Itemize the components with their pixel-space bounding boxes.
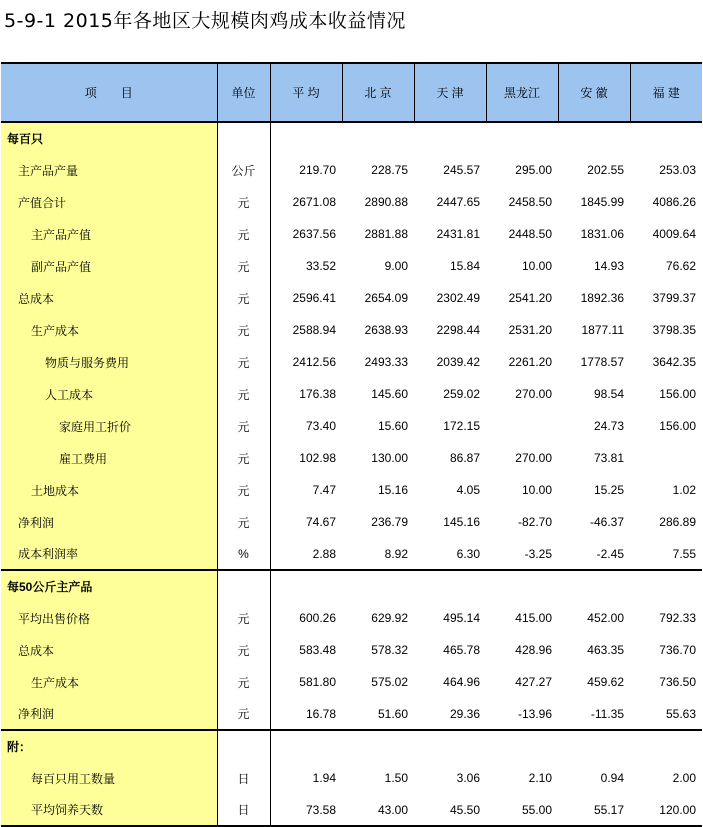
value-cell: 583.48 bbox=[299, 643, 336, 657]
header-item: 项 目 bbox=[1, 63, 217, 122]
value-cell: 2637.56 bbox=[292, 227, 336, 241]
value-cell: 465.78 bbox=[443, 643, 480, 657]
value-cell: 1892.36 bbox=[580, 291, 624, 305]
header-beijing: 北 京 bbox=[342, 63, 414, 122]
value-cell: -2.45 bbox=[596, 546, 624, 561]
value-cell: 427.27 bbox=[515, 675, 552, 689]
empty-cell bbox=[270, 730, 342, 762]
empty-cell bbox=[558, 122, 630, 154]
value-cell: 2039.42 bbox=[436, 355, 480, 369]
value-cell: 2890.88 bbox=[364, 195, 408, 209]
value-cell: 55.00 bbox=[486, 794, 558, 826]
section-heading: 每50公斤主产品 bbox=[1, 570, 217, 602]
value-cell: 4.05 bbox=[456, 483, 480, 497]
value-cell: -46.37 bbox=[589, 515, 624, 529]
value-cell: 2541.20 bbox=[508, 291, 552, 305]
row-label: 物质与服务费用 bbox=[1, 346, 217, 378]
row-label: 每百只用工数量 bbox=[1, 762, 217, 794]
cost-benefit-table bbox=[1, 62, 702, 827]
value-cell: 74.67 bbox=[305, 515, 336, 529]
table-row bbox=[1, 378, 702, 410]
empty-cell bbox=[558, 730, 630, 762]
empty-cell bbox=[342, 570, 414, 602]
value-cell: 736.70 bbox=[659, 643, 696, 657]
table-row bbox=[1, 250, 702, 282]
table-row bbox=[1, 666, 702, 698]
table-row bbox=[1, 506, 702, 538]
value-cell: 7.47 bbox=[312, 483, 336, 497]
value-cell: 51.60 bbox=[377, 706, 408, 721]
empty-cell bbox=[342, 730, 414, 762]
row-label: 总成本 bbox=[1, 634, 217, 666]
value-cell: 156.00 bbox=[659, 387, 696, 401]
value-cell: 15.16 bbox=[377, 483, 408, 497]
section-heading-row bbox=[1, 730, 702, 762]
row-label: 成本利润率 bbox=[1, 538, 217, 570]
header-row bbox=[1, 63, 702, 122]
row-label: 副产品产值 bbox=[1, 250, 217, 282]
value-cell: 73.81 bbox=[593, 451, 624, 465]
value-cell: 2448.50 bbox=[508, 227, 552, 241]
value-cell: 73.58 bbox=[270, 794, 342, 826]
header-average: 平 均 bbox=[270, 63, 342, 122]
value-cell: 2261.20 bbox=[508, 355, 552, 369]
value-cell: 629.92 bbox=[371, 611, 408, 625]
value-cell: 4086.26 bbox=[652, 195, 696, 209]
value-cell: 0.94 bbox=[600, 771, 624, 785]
value-cell: 14.93 bbox=[593, 259, 624, 273]
row-unit: 元 bbox=[217, 506, 270, 538]
value-cell: 2431.81 bbox=[436, 227, 480, 241]
row-unit: 元 bbox=[217, 666, 270, 698]
empty-cell bbox=[217, 570, 270, 602]
header-heilongjiang: 黑龙江 bbox=[486, 63, 558, 122]
empty-cell bbox=[270, 122, 342, 154]
table-row bbox=[1, 634, 702, 666]
value-cell: 578.32 bbox=[371, 643, 408, 657]
value-cell: 145.60 bbox=[371, 387, 408, 401]
row-unit: 元 bbox=[217, 378, 270, 410]
row-unit: 元 bbox=[217, 602, 270, 634]
row-label: 净利润 bbox=[1, 506, 217, 538]
header-anhui: 安 徽 bbox=[558, 63, 630, 122]
value-cell: 2.88 bbox=[312, 546, 336, 561]
value-cell: 270.00 bbox=[515, 387, 552, 401]
value-cell: 1.02 bbox=[672, 483, 696, 497]
value-cell: -82.70 bbox=[517, 515, 552, 529]
value-cell: 1778.57 bbox=[580, 355, 624, 369]
row-unit: 元 bbox=[217, 314, 270, 346]
value-cell: 2.10 bbox=[528, 771, 552, 785]
value-cell: 219.70 bbox=[299, 163, 336, 177]
value-cell: 120.00 bbox=[630, 794, 702, 826]
row-unit: 元 bbox=[217, 346, 270, 378]
value-cell: 600.26 bbox=[299, 611, 336, 625]
section-heading: 附： bbox=[1, 730, 217, 762]
value-cell: 7.55 bbox=[672, 546, 696, 561]
value-cell: 228.75 bbox=[371, 163, 408, 177]
empty-cell bbox=[217, 730, 270, 762]
value-cell: 102.98 bbox=[299, 451, 336, 465]
value-cell: 10.00 bbox=[521, 259, 552, 273]
empty-cell bbox=[630, 122, 702, 154]
value-cell: 15.25 bbox=[593, 483, 624, 497]
empty-cell bbox=[630, 570, 702, 602]
value-cell: 15.84 bbox=[449, 259, 480, 273]
value-cell: 792.33 bbox=[659, 611, 696, 625]
row-unit: 元 bbox=[217, 698, 270, 730]
header-fujian: 福 建 bbox=[630, 63, 702, 122]
value-cell: 3642.35 bbox=[652, 355, 696, 369]
empty-cell bbox=[217, 122, 270, 154]
value-cell: 2531.20 bbox=[508, 323, 552, 337]
table-row bbox=[1, 602, 702, 634]
value-cell: 459.62 bbox=[587, 675, 624, 689]
empty-cell bbox=[414, 570, 486, 602]
table-row bbox=[1, 794, 702, 826]
value-cell: 145.16 bbox=[443, 515, 480, 529]
value-cell: 33.52 bbox=[305, 259, 336, 273]
value-cell bbox=[486, 410, 558, 442]
empty-cell bbox=[270, 570, 342, 602]
value-cell: 176.38 bbox=[299, 387, 336, 401]
table-row bbox=[1, 282, 702, 314]
value-cell: 452.00 bbox=[587, 611, 624, 625]
value-cell: 1877.11 bbox=[581, 323, 624, 337]
value-cell: 55.63 bbox=[665, 706, 696, 721]
table-row bbox=[1, 442, 702, 474]
value-cell: -3.25 bbox=[524, 546, 552, 561]
value-cell: 1.50 bbox=[384, 771, 408, 785]
row-unit: 日 bbox=[217, 794, 270, 826]
value-cell: 16.78 bbox=[305, 706, 336, 721]
row-label: 平均饲养天数 bbox=[1, 794, 217, 826]
table-row bbox=[1, 154, 702, 186]
value-cell: 1831.06 bbox=[580, 227, 624, 241]
value-cell: 3799.37 bbox=[652, 291, 696, 305]
row-label: 生产成本 bbox=[1, 666, 217, 698]
value-cell: 1.94 bbox=[312, 771, 336, 785]
value-cell: 2654.09 bbox=[364, 291, 408, 305]
value-cell: 464.96 bbox=[443, 675, 480, 689]
empty-cell bbox=[486, 122, 558, 154]
row-label: 产值合计 bbox=[1, 186, 217, 218]
value-cell: -13.96 bbox=[517, 706, 552, 721]
value-cell: 2493.33 bbox=[364, 355, 408, 369]
value-cell: 2302.49 bbox=[436, 291, 480, 305]
row-unit: 元 bbox=[217, 218, 270, 250]
value-cell: 2881.88 bbox=[364, 227, 408, 241]
table-row bbox=[1, 346, 702, 378]
value-cell: 45.50 bbox=[414, 794, 486, 826]
row-unit: 元 bbox=[217, 282, 270, 314]
table-row bbox=[1, 538, 702, 570]
value-cell: 2298.44 bbox=[436, 323, 480, 337]
row-unit: 元 bbox=[217, 410, 270, 442]
table-row bbox=[1, 474, 702, 506]
value-cell: 10.00 bbox=[521, 483, 552, 497]
empty-cell bbox=[630, 730, 702, 762]
empty-cell bbox=[486, 570, 558, 602]
value-cell: 575.02 bbox=[371, 675, 408, 689]
row-label: 主产品产量 bbox=[1, 154, 217, 186]
row-unit: 元 bbox=[217, 634, 270, 666]
value-cell: 2412.56 bbox=[292, 355, 336, 369]
value-cell: 98.54 bbox=[593, 387, 624, 401]
value-cell: 43.00 bbox=[342, 794, 414, 826]
row-label: 家庭用工折价 bbox=[1, 410, 217, 442]
empty-cell bbox=[414, 730, 486, 762]
section-heading: 每百只 bbox=[1, 122, 217, 154]
table-row bbox=[1, 762, 702, 794]
table-row bbox=[1, 314, 702, 346]
value-cell: 253.03 bbox=[659, 163, 696, 177]
row-unit: 元 bbox=[217, 250, 270, 282]
value-cell: 2458.50 bbox=[508, 195, 552, 209]
value-cell: 4009.64 bbox=[652, 227, 696, 241]
row-label: 净利润 bbox=[1, 698, 217, 730]
section-heading-row bbox=[1, 122, 702, 154]
value-cell: 736.50 bbox=[659, 675, 696, 689]
value-cell: 86.87 bbox=[449, 451, 480, 465]
value-cell: 286.89 bbox=[659, 515, 696, 529]
value-cell: 3798.35 bbox=[652, 323, 696, 337]
value-cell: 463.35 bbox=[587, 643, 624, 657]
value-cell: 9.00 bbox=[384, 259, 408, 273]
value-cell: 2596.41 bbox=[292, 291, 336, 305]
value-cell: 428.96 bbox=[515, 643, 552, 657]
row-label: 土地成本 bbox=[1, 474, 217, 506]
value-cell: 130.00 bbox=[371, 451, 408, 465]
value-cell: 270.00 bbox=[515, 451, 552, 465]
value-cell: 2447.65 bbox=[436, 195, 480, 209]
value-cell: 2671.08 bbox=[292, 195, 336, 209]
table-row bbox=[1, 218, 702, 250]
row-label: 总成本 bbox=[1, 282, 217, 314]
value-cell: 1845.99 bbox=[580, 195, 624, 209]
row-unit: 元 bbox=[217, 186, 270, 218]
value-cell: 3.06 bbox=[456, 771, 480, 785]
value-cell: 24.73 bbox=[593, 419, 624, 433]
table-row bbox=[1, 698, 702, 730]
empty-cell bbox=[486, 730, 558, 762]
row-label: 主产品产值 bbox=[1, 218, 217, 250]
page-title: 5-9-1 2015年各地区大规模肉鸡成本收益情况 bbox=[4, 10, 406, 32]
value-cell: 73.40 bbox=[305, 419, 336, 433]
row-label: 生产成本 bbox=[1, 314, 217, 346]
empty-cell bbox=[414, 122, 486, 154]
value-cell: 236.79 bbox=[371, 515, 408, 529]
table-row bbox=[1, 410, 702, 442]
row-unit: 元 bbox=[217, 474, 270, 506]
value-cell: 76.62 bbox=[665, 259, 696, 273]
value-cell: 8.92 bbox=[384, 546, 408, 561]
header-unit: 单位 bbox=[217, 63, 270, 122]
row-unit: 公斤 bbox=[217, 154, 270, 186]
row-unit: % bbox=[217, 538, 270, 570]
row-label: 平均出售价格 bbox=[1, 602, 217, 634]
row-label: 人工成本 bbox=[1, 378, 217, 410]
value-cell: 259.02 bbox=[443, 387, 480, 401]
empty-cell bbox=[558, 570, 630, 602]
row-unit: 元 bbox=[217, 442, 270, 474]
empty-cell bbox=[342, 122, 414, 154]
value-cell: 415.00 bbox=[515, 611, 552, 625]
row-unit: 日 bbox=[217, 762, 270, 794]
value-cell: 2.00 bbox=[672, 771, 696, 785]
row-label: 雇工费用 bbox=[1, 442, 217, 474]
value-cell: 29.36 bbox=[449, 706, 480, 721]
value-cell: 295.00 bbox=[515, 163, 552, 177]
value-cell: 581.80 bbox=[299, 675, 336, 689]
value-cell: 2638.93 bbox=[364, 323, 408, 337]
value-cell: 15.60 bbox=[377, 419, 408, 433]
value-cell: 2588.94 bbox=[292, 323, 336, 337]
value-cell bbox=[630, 442, 702, 474]
value-cell: 202.55 bbox=[587, 163, 624, 177]
value-cell: -11.35 bbox=[590, 706, 624, 721]
value-cell: 6.30 bbox=[456, 546, 480, 561]
value-cell: 245.57 bbox=[443, 163, 480, 177]
value-cell: 156.00 bbox=[659, 419, 696, 433]
table-row bbox=[1, 186, 702, 218]
section-heading-row bbox=[1, 570, 702, 602]
value-cell: 495.14 bbox=[443, 611, 480, 625]
value-cell: 55.17 bbox=[558, 794, 630, 826]
header-tianjin: 天 津 bbox=[414, 63, 486, 122]
value-cell: 172.15 bbox=[443, 419, 480, 433]
